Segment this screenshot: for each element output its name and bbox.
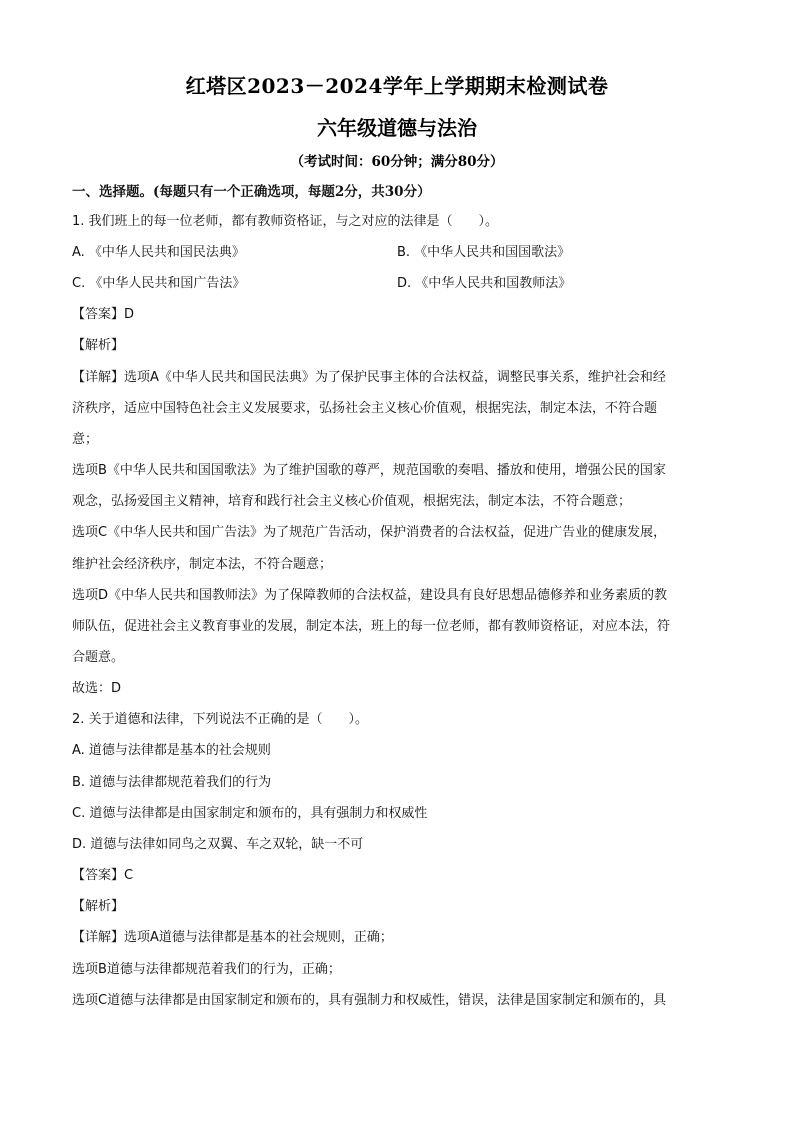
exam-info: （考试时间：60分钟；满分80分）: [290, 154, 504, 170]
question-1-detail-line: 选项B《中华人民共和国国歌法》为了维护国歌的尊严，规范国歌的奏唱、播放和使用，增强公民的国家: [72, 463, 666, 478]
question-1-conclusion: 故选：D: [72, 681, 122, 696]
question-1-answer: 【答案】D: [72, 307, 135, 322]
question-1-detail-line: 【详解】选项A《中华人民共和国民法典》为了保护民事主体的合法权益，调整民事关系，维护社会和经: [72, 370, 666, 385]
question-1-detail-line: 师队伍，促进社会主义教育事业的发展，制定本法，班上的每一位老师，都有教师资格证，对应本法，符: [72, 619, 671, 634]
question-1-option-a: A. 《中华人民共和国民法典》: [72, 245, 245, 260]
exam-subject: 六年级道德与法治: [317, 116, 477, 140]
question-2-option-a: A. 道德与法律都是基本的社会规则: [72, 743, 271, 758]
question-1-option-b: B. 《中华人民共和国国歌法》: [397, 245, 571, 260]
question-2-stem: 2. 关于道德和法律，下列说法不正确的是（ ）。: [72, 712, 369, 727]
question-2-detail-line: 【详解】选项A道德与法律都是基本的社会规则，正确；: [72, 930, 393, 945]
question-1-detail-line: 观念，弘扬爱国主义精神，培育和践行社会主义核心价值观，根据宪法，制定本法，不符合题意；: [72, 494, 632, 509]
question-2-detail-line: 选项C道德与法律都是由国家制定和颁布的，具有强制力和权威性，错误，法律是国家制定和颁布的，具: [72, 993, 667, 1008]
question-1-option-d: D. 《中华人民共和国教师法》: [397, 276, 572, 291]
question-1-option-c: C. 《中华人民共和国广告法》: [72, 276, 246, 291]
section-heading: 一、选择题。(每题只有一个正确选项，每题2分，共30分）: [72, 184, 431, 200]
question-2-detail-line: 选项B道德与法律都规范着我们的行为，正确；: [72, 962, 341, 977]
question-1-detail-line: 济秩序，适应中国特色社会主义发展要求，弘扬社会主义核心价值观，根据宪法，制定本法，不符合题: [72, 401, 658, 416]
question-1-detail-line: 合题意。: [72, 650, 125, 665]
question-1-detail-line: 维护社会经济秩序，制定本法，不符合题意；: [72, 557, 333, 572]
question-2-option-b: B. 道德与法律都规范着我们的行为: [72, 775, 272, 790]
question-2-answer: 【答案】C: [72, 868, 134, 883]
question-1-detail-line: 选项C《中华人民共和国广告法》为了规范广告活动，保护消费者的合法权益，促进广告业的健康发展，: [72, 525, 667, 540]
question-2-analysis-label: 【解析】: [72, 899, 125, 914]
question-1-analysis-label: 【解析】: [72, 338, 125, 353]
question-1-detail-line: 意；: [72, 432, 99, 447]
question-1-stem: 1. 我们班上的每一位老师，都有教师资格证，与之对应的法律是（ ）。: [72, 214, 499, 229]
question-1-detail-line: 选项D《中华人民共和国教师法》为了保障教师的合法权益，建设具有良好思想品德修养和业务素质的教: [72, 588, 668, 603]
exam-title: 红塔区2023－2024学年上学期期末检测试卷: [185, 74, 609, 98]
question-2-option-d: D. 道德与法律如同鸟之双翼、车之双轮，缺一不可: [72, 837, 364, 852]
question-2-option-c: C. 道德与法律都是由国家制定和颁布的，具有强制力和权威性: [72, 806, 428, 821]
